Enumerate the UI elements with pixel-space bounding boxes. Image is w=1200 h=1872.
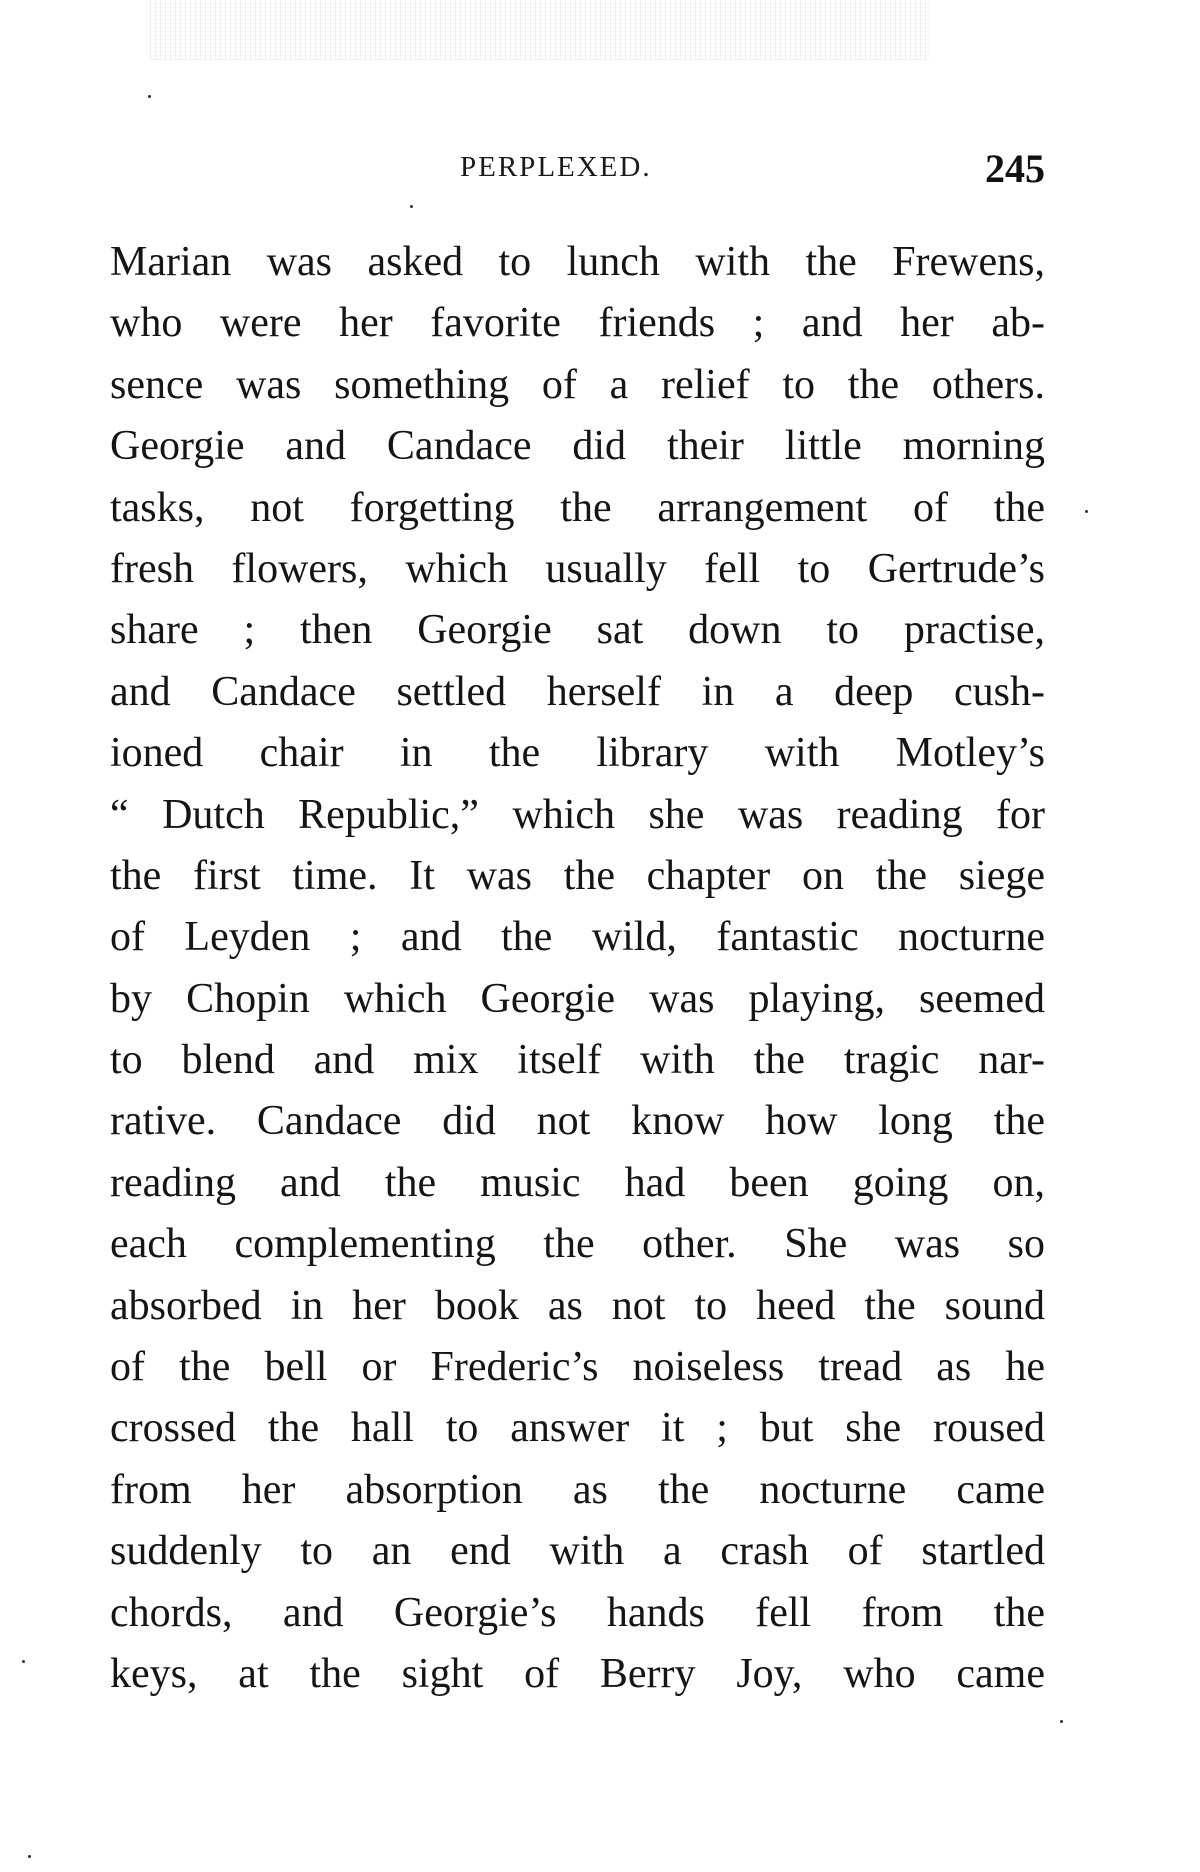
text-line: “ Dutch Republic,” which she was reading for [110,791,1045,838]
text-line: of Leyden ; and the wild, fantastic nocturne [110,914,1045,961]
scan-speck [410,205,413,208]
text-line: who were her favorite friends ; and her ab- [110,300,1045,347]
running-title: PERPLEXED. [460,151,652,183]
page-number: 245 [985,146,1045,191]
text-line: absorbed in her book as not to heed the sound [110,1282,1045,1329]
scan-noise [150,0,930,60]
scan-speck [1060,1720,1063,1723]
text-line: tasks, not forgetting the arrangement of the [110,484,1045,531]
scan-speck [22,1660,25,1663]
text-line: sence was something of a relief to the others. [110,361,1045,408]
text-line: chords, and Georgie’s hands fell from the [110,1589,1045,1636]
text-line: the first time. It was the chapter on the siege [110,852,1045,899]
text-line: and Candace settled herself in a deep cush- [110,668,1045,715]
text-line: ioned chair in the library with Motley’s [110,730,1045,777]
text-line: Georgie and Candace did their little morning [110,423,1045,470]
text-line: to blend and mix itself with the tragic nar- [110,1037,1045,1084]
running-head [110,145,1045,195]
body-text [110,232,1045,1705]
scan-speck [1085,510,1088,513]
text-line: crossed the hall to answer it ; but she roused [110,1405,1045,1452]
text-line: of the bell or Frederic’s noiseless tread as he [110,1344,1045,1391]
scan-speck [148,95,151,98]
text-line: reading and the music had been going on, [110,1159,1045,1206]
scan-speck [28,1855,31,1858]
text-line: share ; then Georgie sat down to practise, [110,607,1045,654]
text-line: keys, at the sight of Berry Joy, who came [110,1650,1045,1697]
text-line: from her absorption as the nocturne came [110,1466,1045,1513]
text-line: fresh flowers, which usually fell to Gertrude’s [110,545,1045,592]
text-line: Marian was asked to lunch with the Frewens, [110,239,1045,285]
text-line: each complementing the other. She was so [110,1221,1045,1268]
text-line: suddenly to an end with a crash of startled [110,1528,1045,1575]
text-line: rative. Candace did not know how long the [110,1098,1045,1145]
text-line: by Chopin which Georgie was playing, seemed [110,975,1045,1022]
